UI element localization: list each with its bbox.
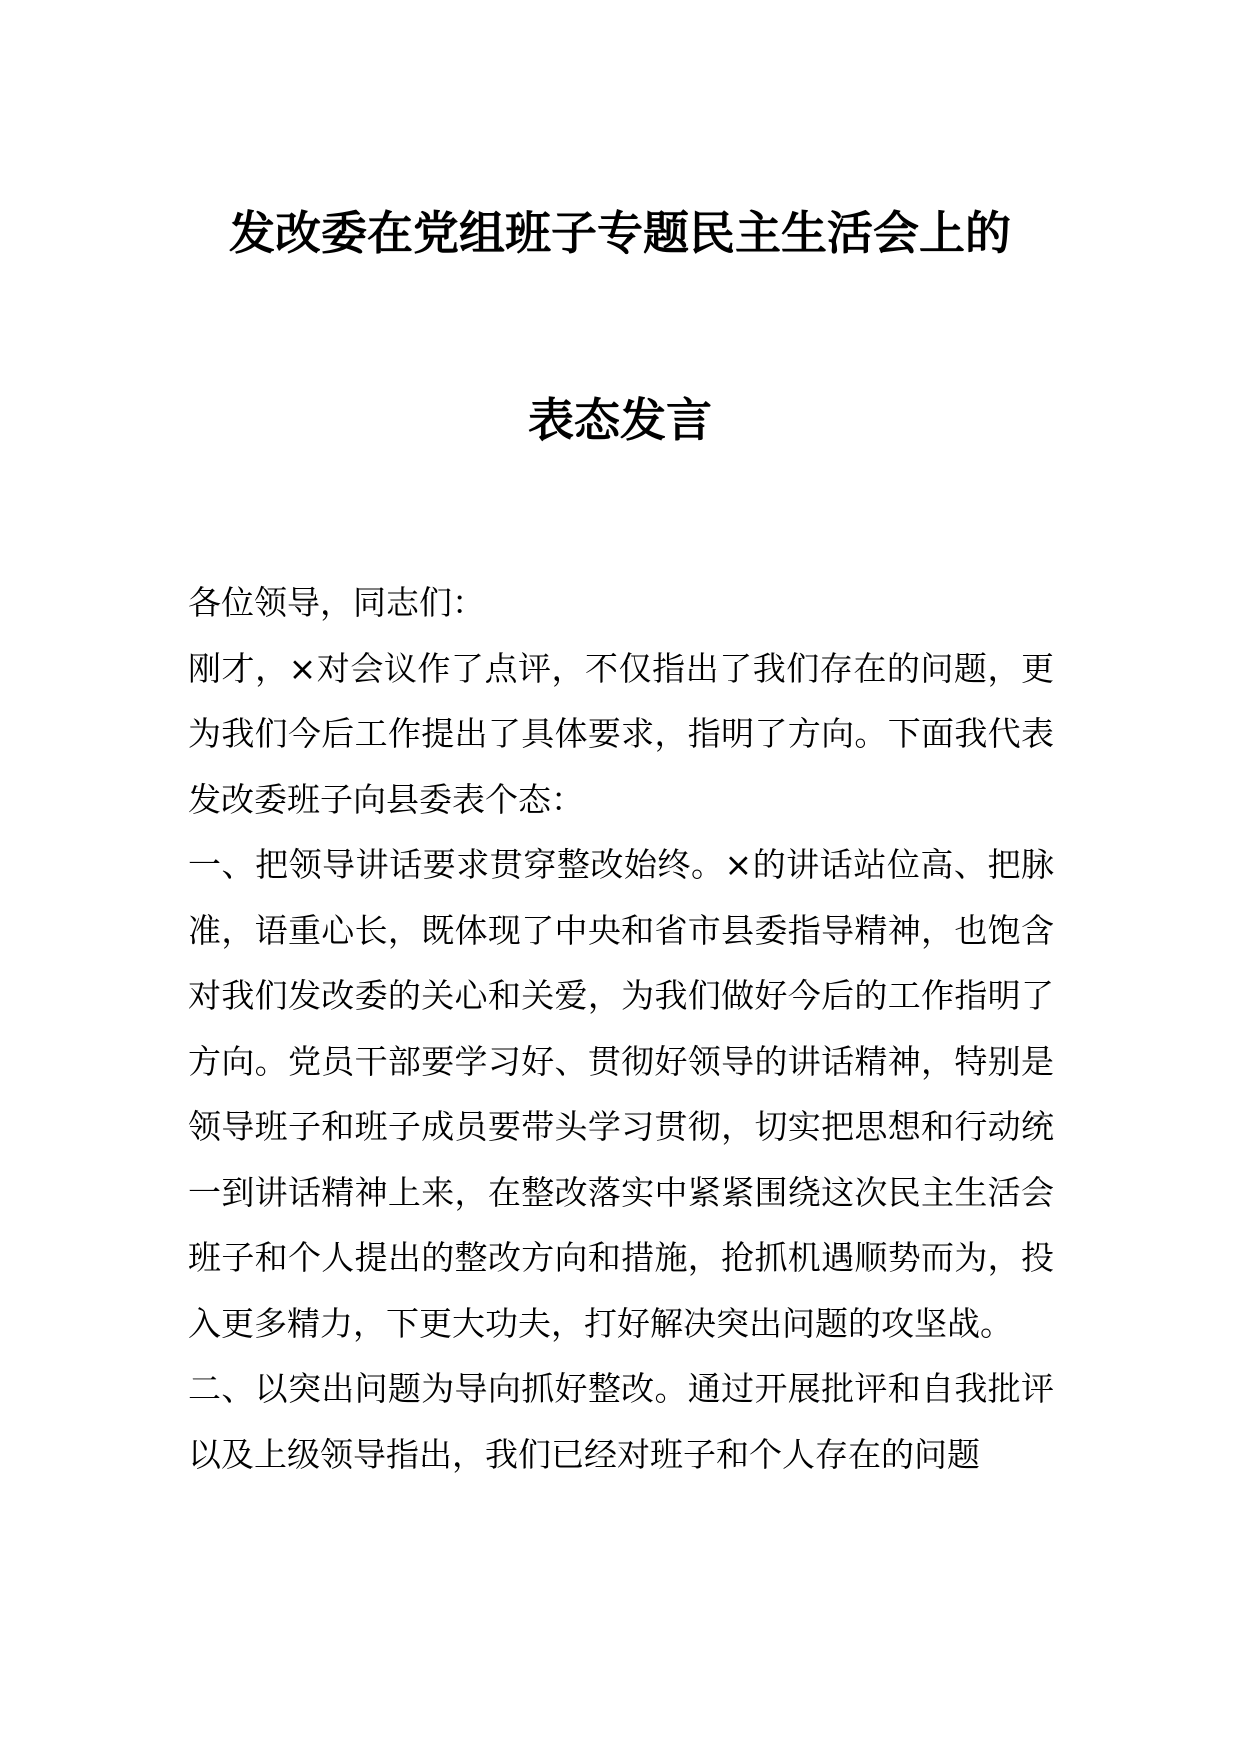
section-two-paragraph: 二、以突出问题为导向抓好整改。通过开展批评和自我批评以及上级领导指出，我们已经对班子和个人存在的问题 [188, 1369, 1054, 1474]
document-body [188, 570, 1054, 1487]
salutation-paragraph: 各位领导，同志们： [188, 583, 485, 622]
section-one-paragraph: 一、把领导讲话要求贯穿整改始终。×的讲话站位高、把脉准，语重心长，既体现了中央和省市县委指导精神，也饱含对我们发改委的关心和关爱，为我们做好今后的工作指明了方向。党员干部要学习好、贯彻好领导的讲话精神，特别是领导班子和班子成员要带头学习贯彻，切实把思想和行动统一到讲话精神上来，在整改落实中紧紧围绕这次民主生活会班子和个人提出的整改方向和措施，抢抓机遇顺势而为，投入更多精力，下更大功夫，打好解决突出问题的攻坚战。 [188, 845, 1054, 1343]
document-title-line-1: 发改委在党组班子专题民主生活会上的 [229, 206, 1011, 260]
intro-paragraph: 刚才，×对会议作了点评，不仅指出了我们存在的问题，更为我们今后工作提出了具体要求，指明了方向。下面我代表发改委班子向县委表个态： [188, 648, 1054, 819]
document-title-line-2: 表态发言 [528, 393, 712, 447]
